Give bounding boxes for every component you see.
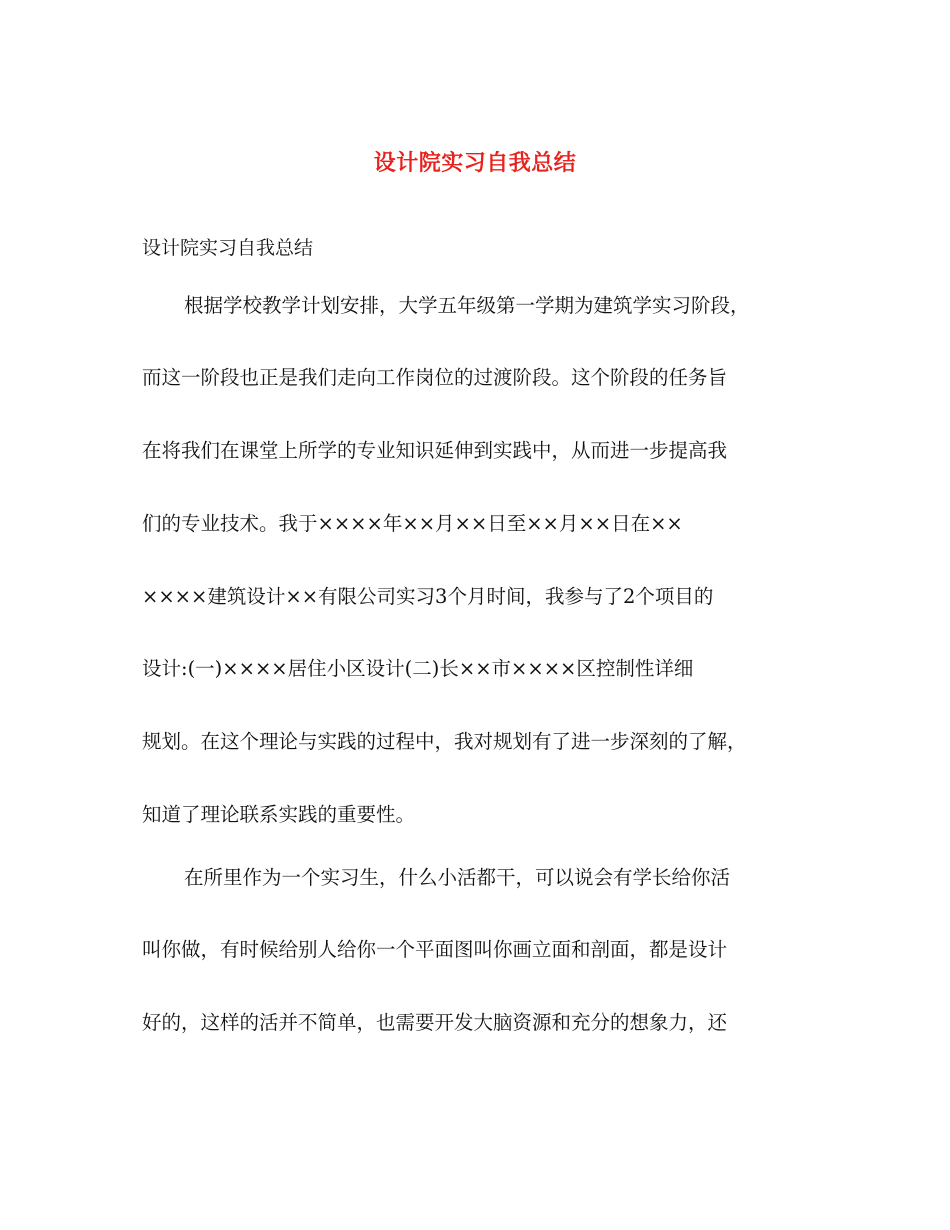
paragraph-line: 在所里作为一个实习生，什么小活都干，可以说会有学长给你活 (184, 866, 731, 889)
paragraph-line: 根据学校教学计划安排，大学五年级第一学期为建筑学实习阶段， (184, 294, 750, 317)
paragraph-line: 设计:(一)××××居住小区设计(二)长××市××××区控制性详细 (142, 657, 694, 680)
paragraph-line: 叫你做，有时候给别人给你一个平面图叫你画立面和剖面，都是设计 (142, 938, 728, 961)
paragraph-line: 而这一阶段也正是我们走向工作岗位的过渡阶段。这个阶段的任务旨 (142, 366, 728, 389)
document-subtitle: 设计院实习自我总结 (142, 237, 314, 259)
paragraph-line: ××××建筑设计××有限公司实习3个月时间，我参与了2个项目的 (142, 585, 714, 608)
paragraph-line: 规划。在这个理论与实践的过程中，我对规划有了进一步深刻的了解， (142, 730, 747, 753)
document-title: 设计院实习自我总结 (373, 150, 577, 176)
paragraph-line: 好的，这样的活并不简单，也需要开发大脑资源和充分的想象力，还 (142, 1011, 728, 1034)
paragraph-line: 在将我们在课堂上所学的专业知识延伸到实践中，从而进一步提高我 (142, 439, 728, 462)
paragraph-line: 们的专业技术。我于××××年××月××日至××月××日在×× (142, 512, 683, 535)
paragraph-line: 知道了理论联系实践的重要性。 (142, 803, 416, 826)
